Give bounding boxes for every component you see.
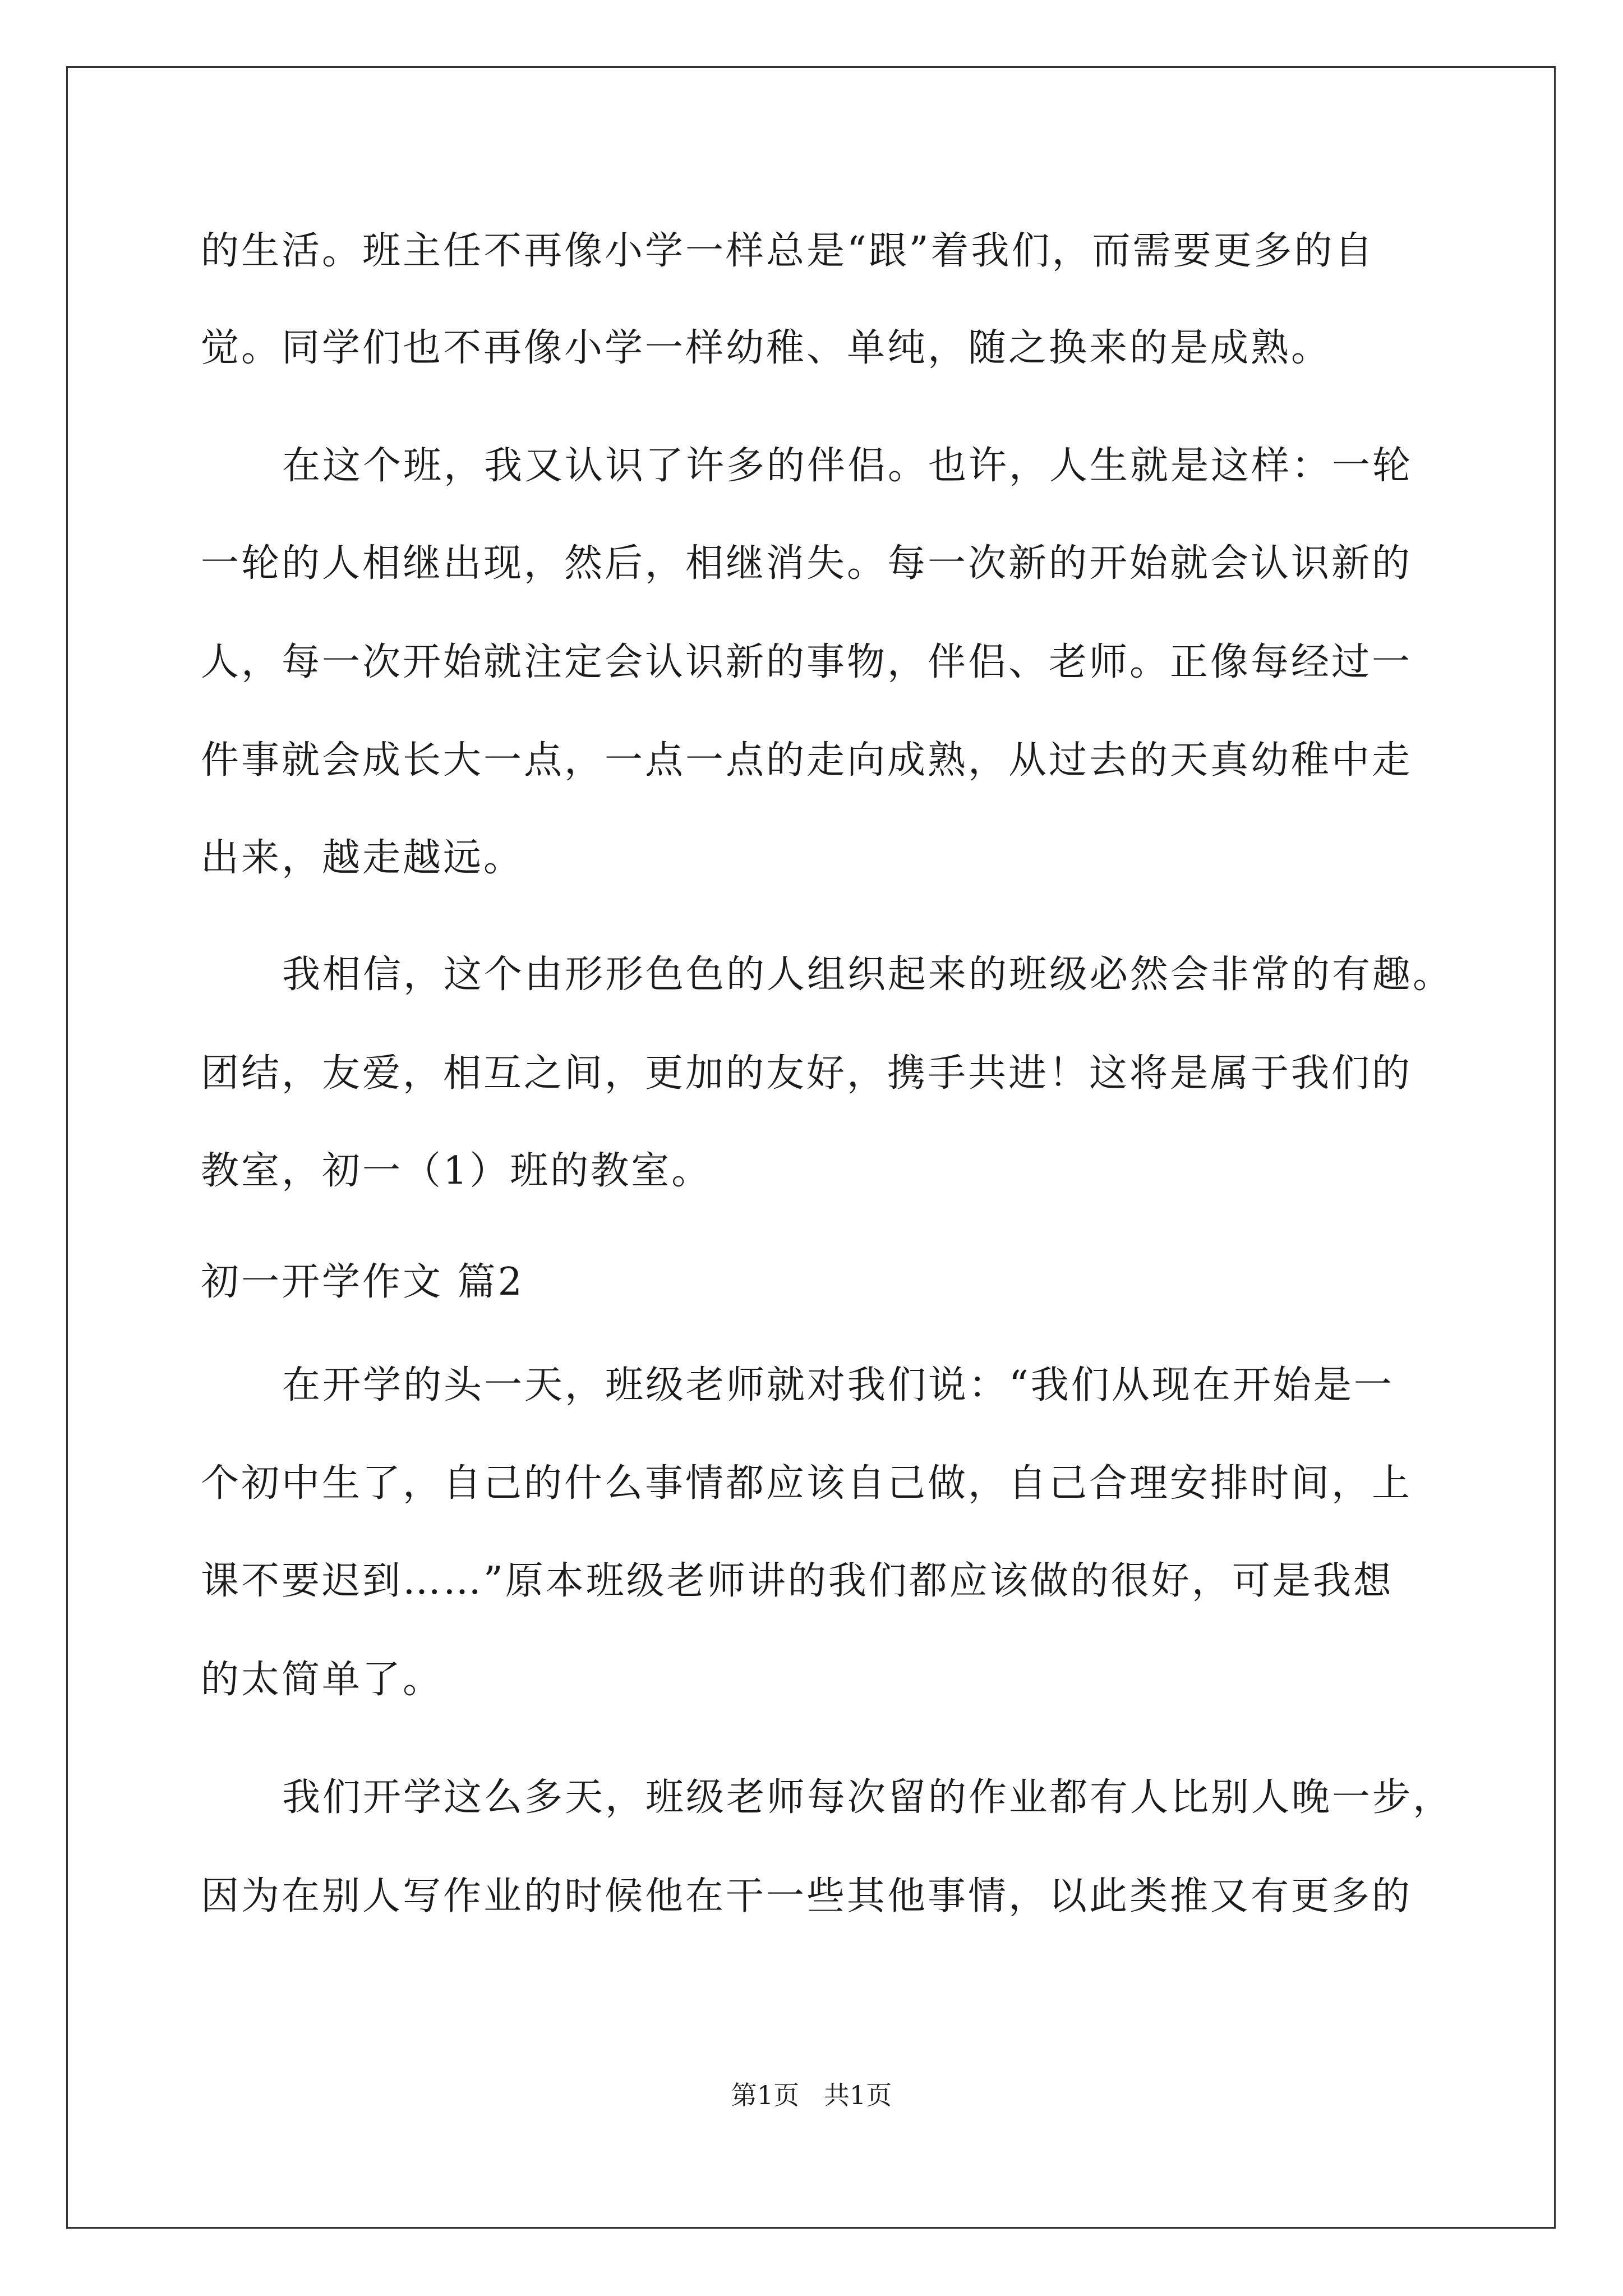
text-line: 教室，初一（1）班的教室。 — [201, 1149, 712, 1193]
text-line: 人，每一次开始就注定会认识新的事物，伴侣、老师。正像每经过一 — [201, 640, 1413, 684]
text-line: 因为在别人写作业的时候他在干一些其他事情，以此类推又有更多的 — [201, 1874, 1413, 1918]
section-heading: 初一开学作文 篇2 — [201, 1260, 524, 1304]
page-footer: 第1页 共1页 — [731, 2080, 892, 2110]
text-line: 出来，越走越远。 — [201, 836, 524, 880]
text-line: 一轮的人相继出现，然后，相继消失。每一次新的开始就会认识新的 — [201, 541, 1413, 586]
text-line: 团结，友爱，相互之间，更加的友好，携手共进！这将是属于我们的 — [201, 1051, 1413, 1096]
text-line: 的生活。班主任不再像小学一样总是“跟”着我们，而需要更多的自 — [201, 229, 1375, 273]
text-line: 课不要迟到……”原本班级老师讲的我们都应该做的很好，可是我想 — [201, 1559, 1394, 1603]
text-line: 的太简单了。 — [201, 1658, 444, 1702]
text-line: 我相信，这个由形形色色的人组织起来的班级必然会非常的有趣。 — [282, 953, 1454, 997]
text-line: 在这个班，我又认识了许多的伴侣。也许，人生就是这样：一轮 — [282, 444, 1413, 488]
text-line: 觉。同学们也不再像小学一样幼稚、单纯，随之换来的是成熟。 — [201, 326, 1332, 370]
text-line: 个初中生了，自己的什么事情都应该自己做，自己合理安排时间，上 — [201, 1461, 1413, 1506]
text-line: 我们开学这么多天，班级老师每次留的作业都有人比别人晚一步， — [282, 1775, 1454, 1820]
text-line: 件事就会成长大一点，一点一点的走向成熟，从过去的天真幼稚中走 — [201, 738, 1413, 783]
text-line: 在开学的头一天，班级老师就对我们说：“我们从现在开始是一 — [282, 1363, 1394, 1407]
